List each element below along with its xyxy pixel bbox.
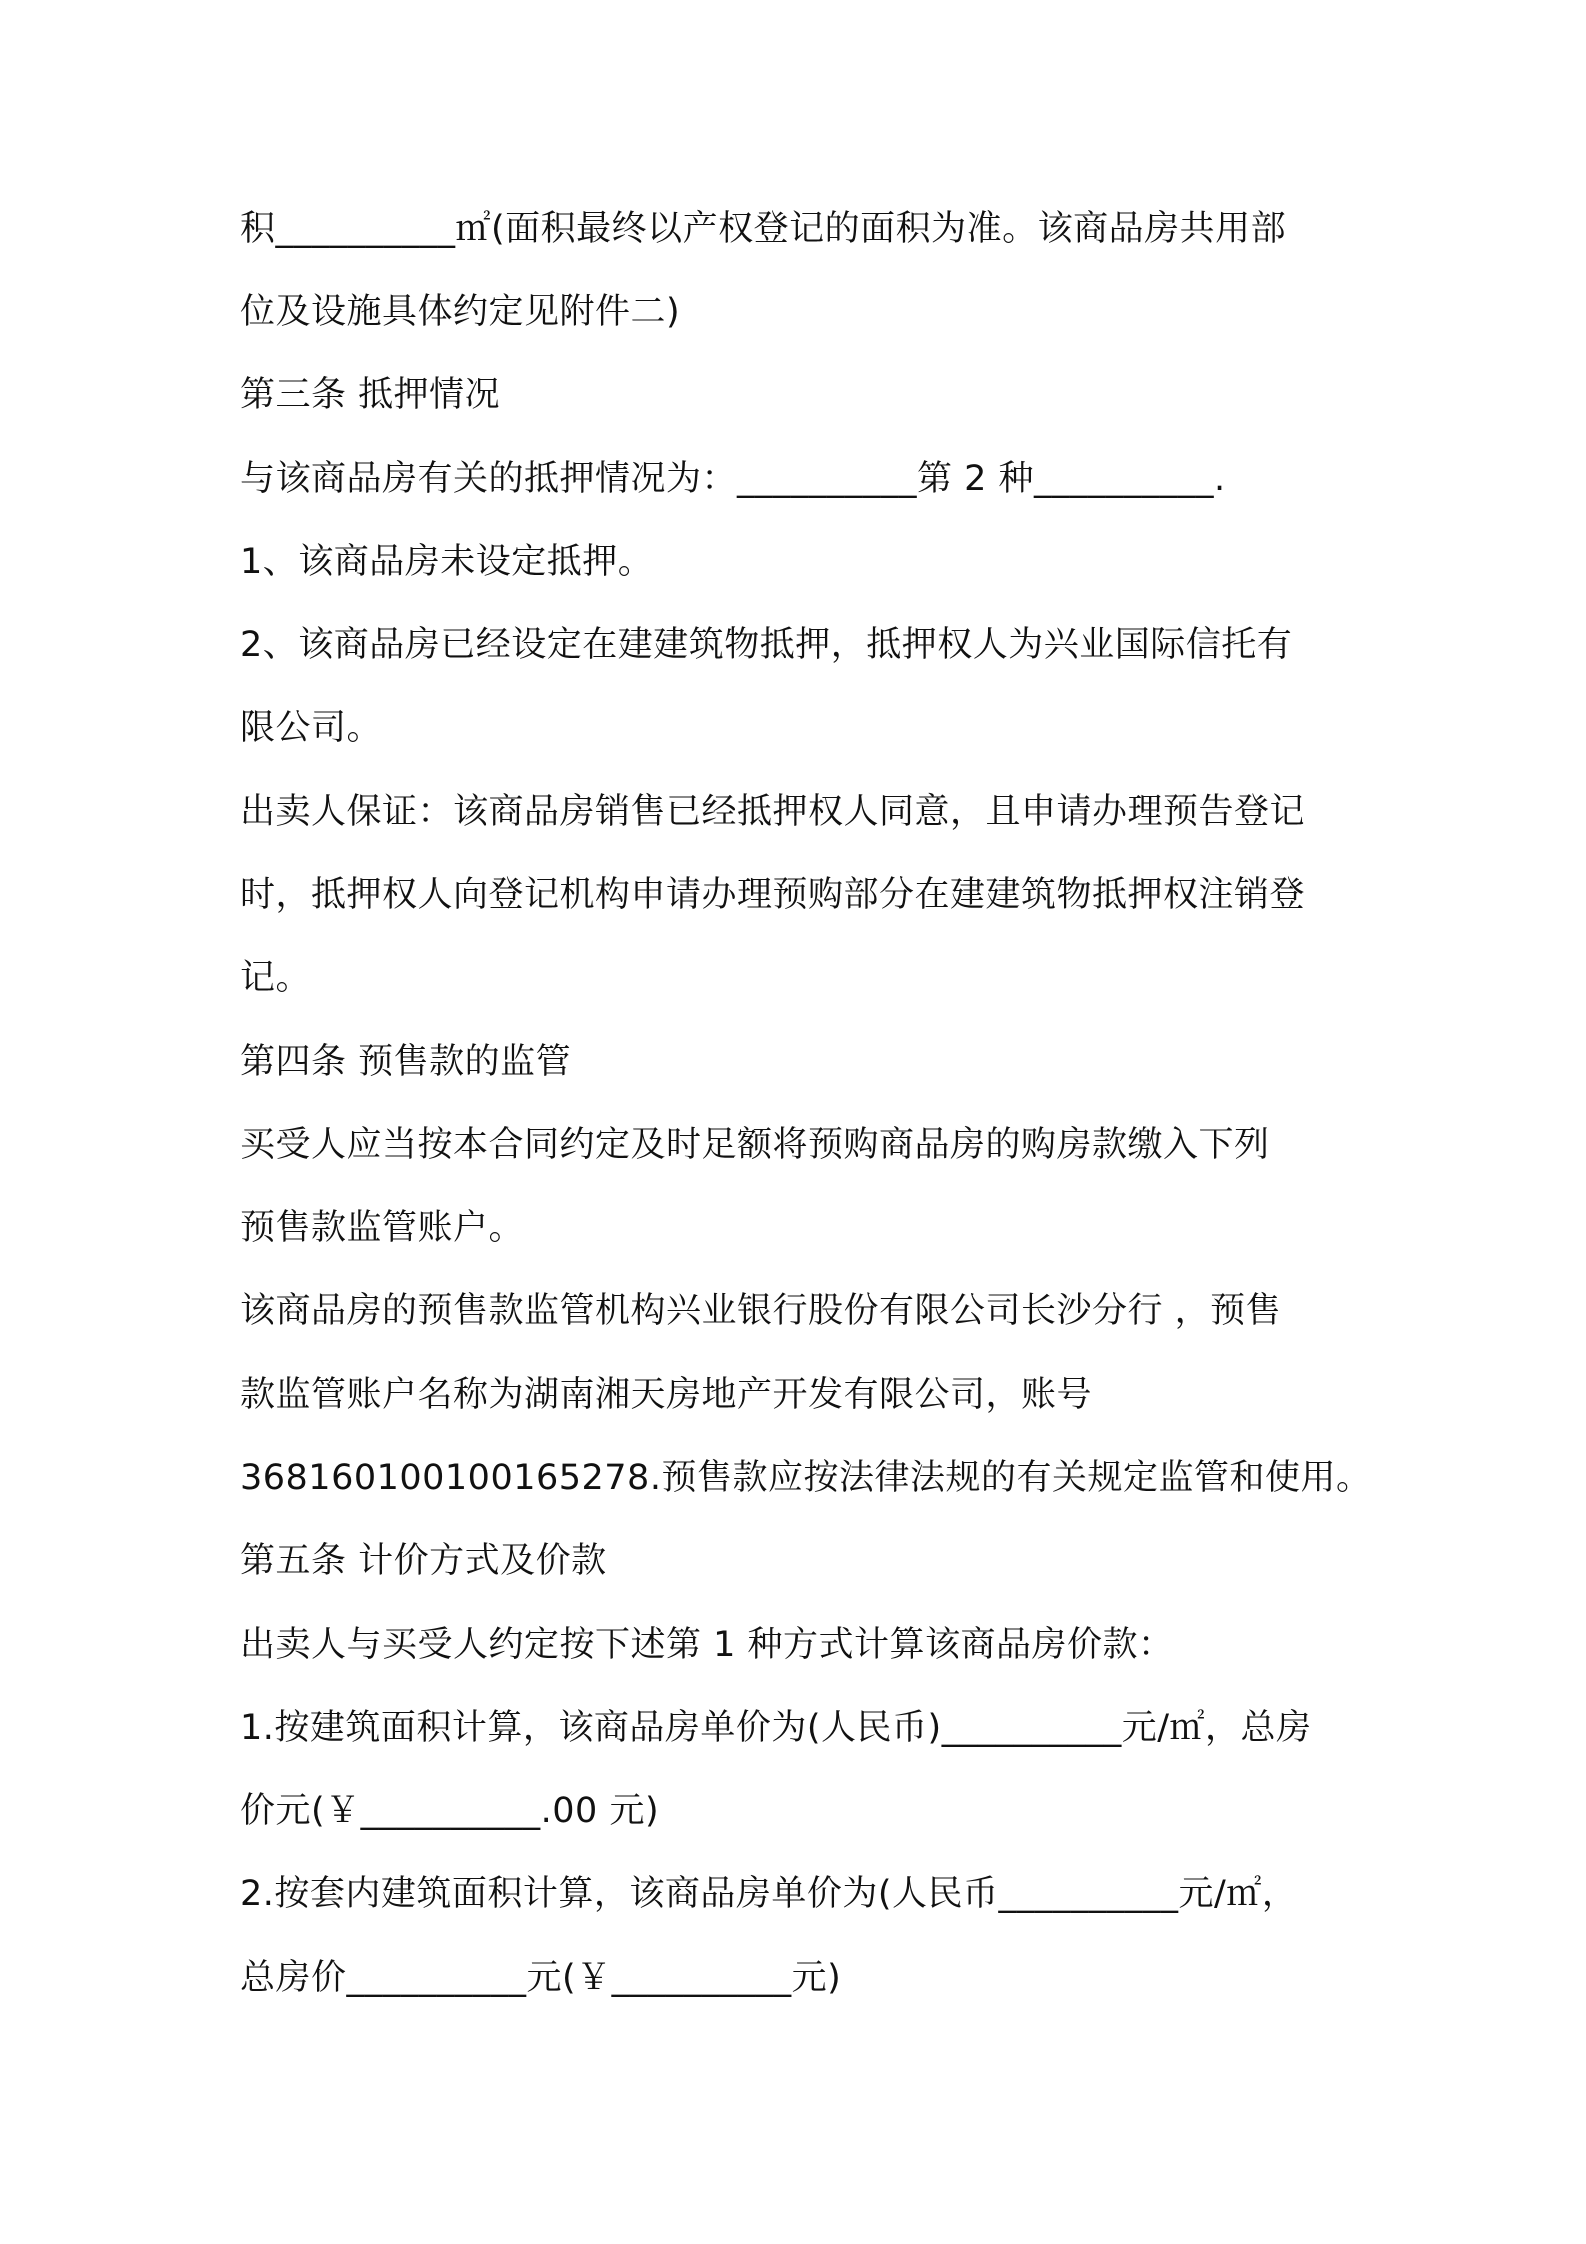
- list-item: 2、该商品房已经设定在建建筑物抵押，抵押权人为兴业国际信托有: [240, 625, 1293, 665]
- text-line: 预售款监管账户。: [240, 1208, 525, 1248]
- list-item: 1、该商品房未设定抵押。: [240, 542, 654, 582]
- list-item: 1.按建筑面积计算，该商品房单价为(人民币)__________元/㎡，总房: [240, 1708, 1312, 1748]
- text-line: 出卖人与买受人约定按下述第 1 种方式计算该商品房价款：: [240, 1625, 1174, 1665]
- section-heading: 第五条 计价方式及价款: [240, 1541, 607, 1581]
- text-line: 与该商品房有关的抵押情况为：__________第 2 种__________.: [240, 459, 1226, 499]
- text-line: 368160100100165278.预售款应按法律法规的有关规定监管和使用。: [240, 1458, 1372, 1498]
- text-line: 价元(￥__________.00 元): [240, 1791, 660, 1831]
- text-line: 出卖人保证：该商品房销售已经抵押权人同意，且申请办理预告登记: [240, 792, 1306, 832]
- text-line: 买受人应当按本合同约定及时足额将预购商品房的购房款缴入下列: [240, 1125, 1270, 1165]
- text-line: 位及设施具体约定见附件二): [240, 292, 681, 332]
- section-heading: 第四条 预售款的监管: [240, 1042, 572, 1082]
- list-item: 2.按套内建筑面积计算，该商品房单价为(人民币__________元/㎡，: [240, 1874, 1298, 1914]
- text-line: 时，抵押权人向登记机构申请办理预购部分在建建筑物抵押权注销登: [240, 875, 1306, 915]
- section-heading: 第三条 抵押情况: [240, 375, 501, 415]
- text-line: 该商品房的预售款监管机构兴业银行股份有限公司长沙分行 ，预售: [240, 1291, 1282, 1331]
- text-line: 限公司。: [240, 708, 383, 748]
- text-line: 积__________㎡(面积最终以产权登记的面积为准。该商品房共用部: [240, 209, 1287, 249]
- text-line: 总房价__________元(￥__________元): [240, 1958, 842, 1998]
- text-line: 款监管账户名称为湖南湘天房地产开发有限公司，账号: [240, 1375, 1093, 1415]
- text-line: 记。: [240, 958, 312, 998]
